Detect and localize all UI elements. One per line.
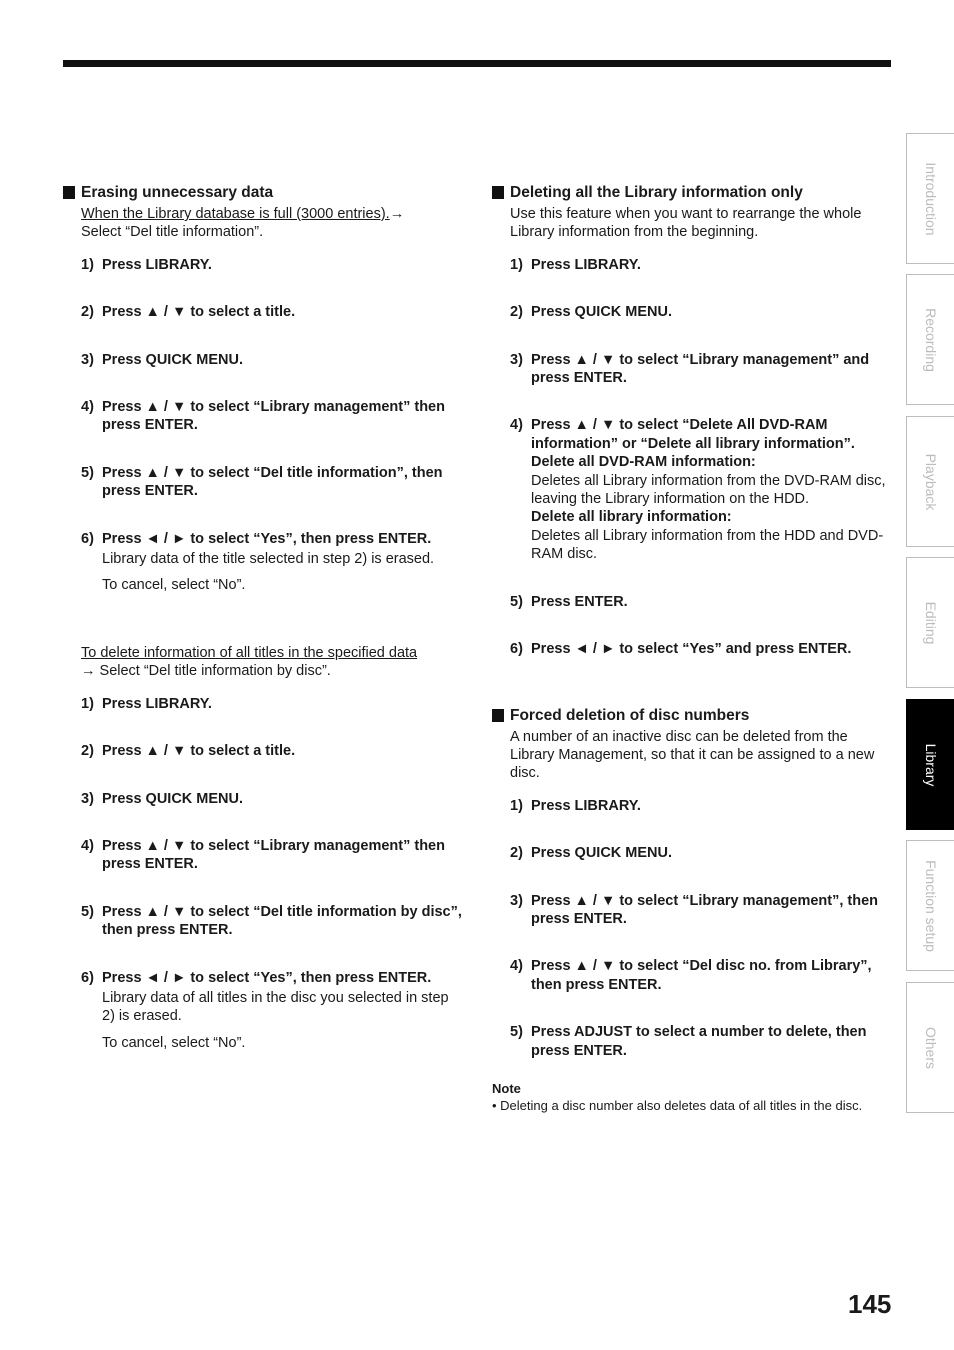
side-tab-playback[interactable]: Playback	[906, 416, 954, 547]
section-desc: Use this feature when you want to rearrange the whole Library information from the beginning.	[510, 206, 862, 241]
step: 3) Press ▲ / ▼ to select “Library management” and press ENTER.	[510, 351, 870, 387]
step: 2) Press ▲ / ▼ to select a title.	[81, 304, 296, 321]
step: 5) Press ▲ / ▼ to select “Del title information by disc”, then press ENTER.	[81, 903, 462, 939]
arrow-right-icon: →	[389, 206, 405, 222]
step: 6) Press ◄ / ► to select “Yes” and press ENTER.	[510, 641, 852, 658]
left-column	[63, 183, 463, 1052]
section-desc: Select “Del title information”.	[81, 224, 264, 241]
step: 1) Press LIBRARY.	[510, 797, 641, 814]
condition-link: To delete information of all titles in the specified data	[81, 644, 418, 661]
step: 5) Press ▲ / ▼ to select “Del title information”, then press ENTER.	[81, 464, 443, 500]
section-intro	[81, 644, 463, 681]
step: 3) Press ▲ / ▼ to select “Library management”, then press ENTER.	[510, 892, 879, 927]
section-intro	[81, 205, 463, 242]
step: 3) Press QUICK MENU.	[81, 790, 244, 807]
step: 6) Press ◄ / ► to select “Yes”, then press ENTER. Library data of the title selected in step 2) is erased. To cancel, select “No”.	[81, 530, 435, 594]
section-heading: Forced deletion of disc numbers	[492, 706, 892, 725]
side-tab-others[interactable]: Others	[906, 982, 954, 1113]
step: 2) Press QUICK MENU.	[510, 845, 673, 862]
note-item: • Deleting a disc number also deletes data of all titles in the disc.	[492, 1097, 863, 1113]
step: 2) Press QUICK MENU.	[510, 304, 673, 321]
step: 4) Press ▲ / ▼ to select “Delete All DVD-RAM information” or “Delete all library information”. Delete all DVD-RAM information: Deletes all Library information from the DVD-RAM disc, leaving the Library information on the HDD. Delete all library information: Deletes all Library information from the HDD and DVD-RAM disc.	[510, 417, 886, 563]
side-tab-introduction[interactable]: Introduction	[906, 133, 954, 264]
section-desc: A number of an inactive disc can be deleted from the Library Management, so that it can be assigned to a new disc.	[510, 728, 875, 782]
right-column	[492, 183, 892, 1115]
header-rule	[63, 60, 891, 67]
page-number: 145	[848, 1289, 892, 1319]
step: 5) Press ENTER.	[510, 593, 628, 610]
side-tab-function-setup[interactable]: Function setup	[906, 840, 954, 971]
section-heading: Deleting all the Library information only	[492, 183, 892, 202]
step: 3) Press QUICK MENU.	[81, 351, 244, 368]
step: 4) Press ▲ / ▼ to select “Del disc no. from Library”, then press ENTER.	[510, 958, 872, 993]
section-heading: Erasing unnecessary data	[63, 183, 463, 202]
step: 6) Press ◄ / ► to select “Yes”, then press ENTER. Library data of all titles in the disc you selected in step 2) is erased. To cancel, select “No”.	[81, 969, 449, 1051]
step: 1) Press LIBRARY.	[510, 256, 641, 273]
step: 1) Press LIBRARY.	[81, 695, 212, 712]
bullet-square-icon	[492, 186, 504, 199]
side-tab-recording[interactable]: Recording	[906, 274, 954, 405]
step: 4) Press ▲ / ▼ to select “Library management” then press ENTER.	[81, 399, 445, 434]
condition-link: When the Library database is full (3000 entries).	[81, 206, 390, 222]
step: 2) Press ▲ / ▼ to select a title.	[81, 743, 296, 760]
section-desc: → Select “Del title information by disc”.	[81, 663, 331, 680]
side-tab-editing[interactable]: Editing	[906, 557, 954, 688]
bullet-square-icon	[492, 709, 504, 722]
step: 5) Press ADJUST to select a number to delete, then press ENTER.	[510, 1024, 867, 1059]
step: 4) Press ▲ / ▼ to select “Library management” then press ENTER.	[81, 837, 445, 873]
bullet-square-icon	[63, 186, 75, 199]
note-title: Note	[492, 1080, 521, 1096]
step: 1) Press LIBRARY.	[81, 256, 212, 273]
side-tab-library[interactable]: Library	[906, 699, 954, 830]
